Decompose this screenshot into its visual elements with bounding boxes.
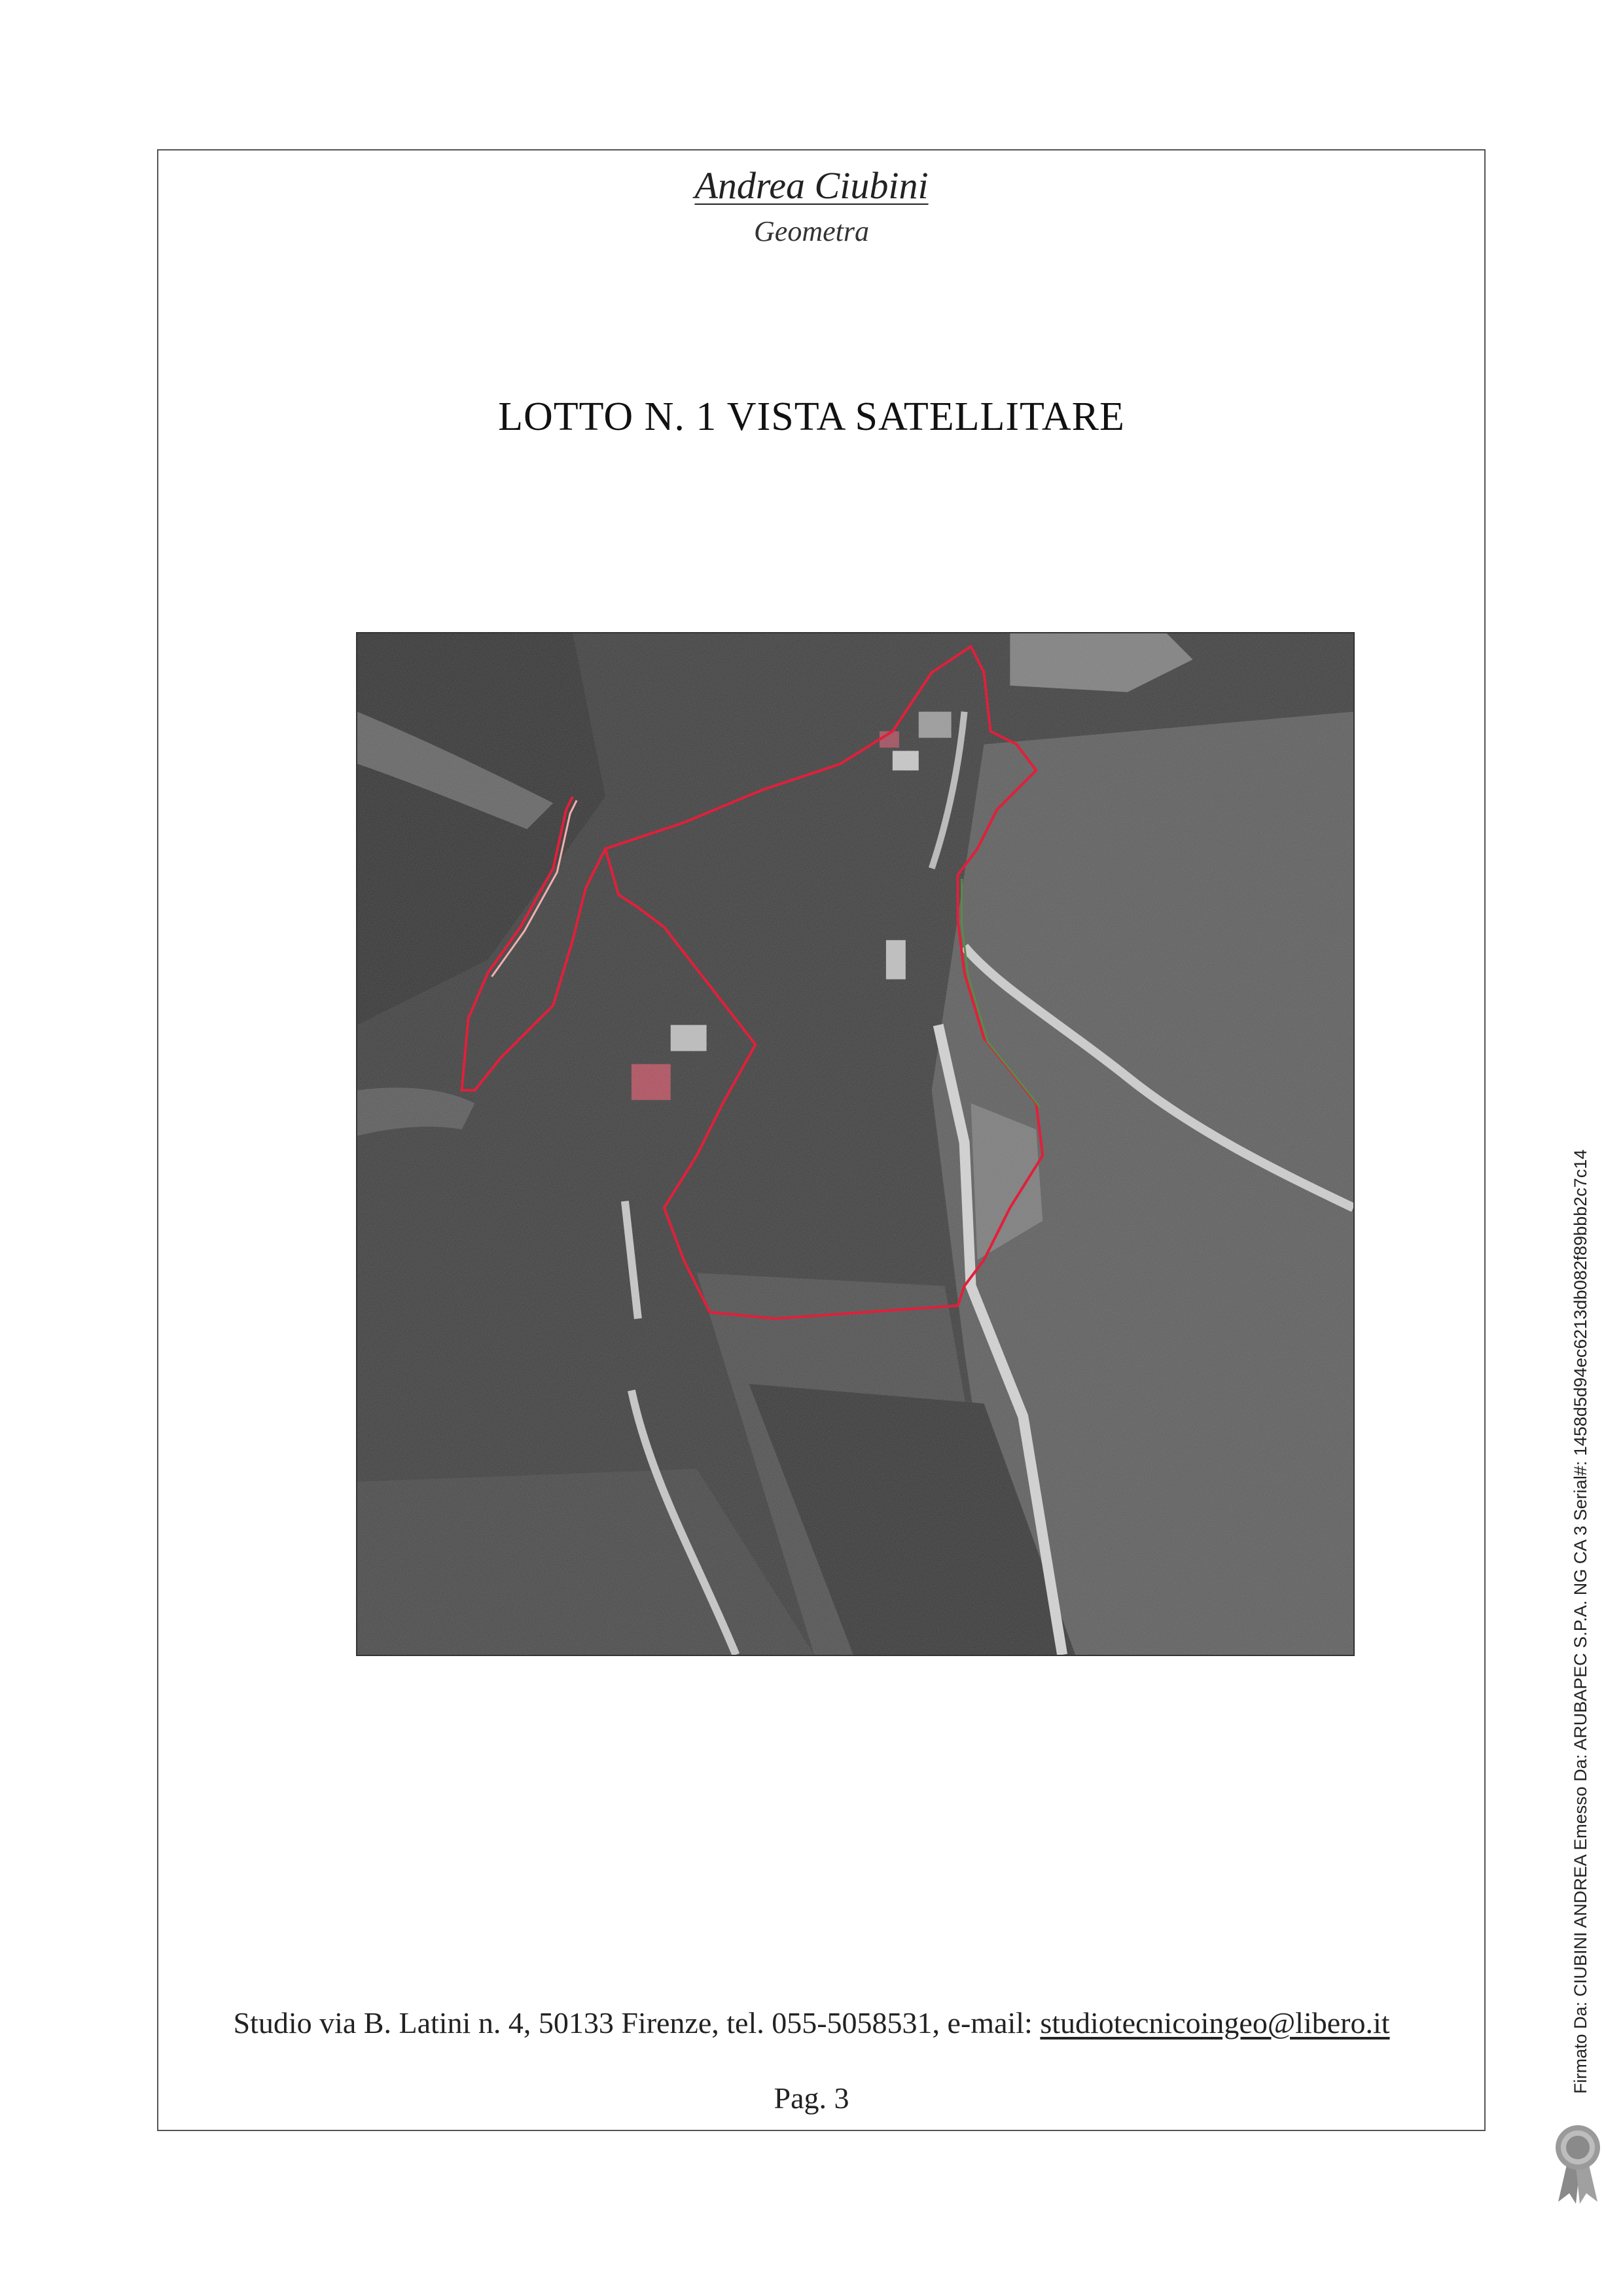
page-title: LOTTO N. 1 VISTA SATELLITARE — [498, 395, 1125, 439]
author-role: Geometra — [754, 215, 869, 247]
satellite-map-icon — [357, 633, 1353, 1655]
footer-address: Studio via B. Latini n. 4, 50133 Firenze, tel. 055-5058531, e-mail: — [233, 2006, 1041, 2040]
author-name: Andrea Ciubini — [694, 164, 929, 207]
signature-text: Firmato Da: CIUBINI ANDREA Emesso Da: ARUBAPEC S.P.A. NG CA 3 Serial#: 1458d5d94ec6213db082f89bbb2c7c14 — [1571, 1149, 1590, 2094]
seal-ribbon-icon — [1548, 2120, 1607, 2205]
satellite-image — [356, 632, 1355, 1656]
footer-email-link[interactable]: studiotecnicoingeo@libero.it — [1040, 2006, 1390, 2040]
footer-contact — [0, 2005, 1623, 2040]
page-number: Pag. 3 — [774, 2081, 849, 2115]
